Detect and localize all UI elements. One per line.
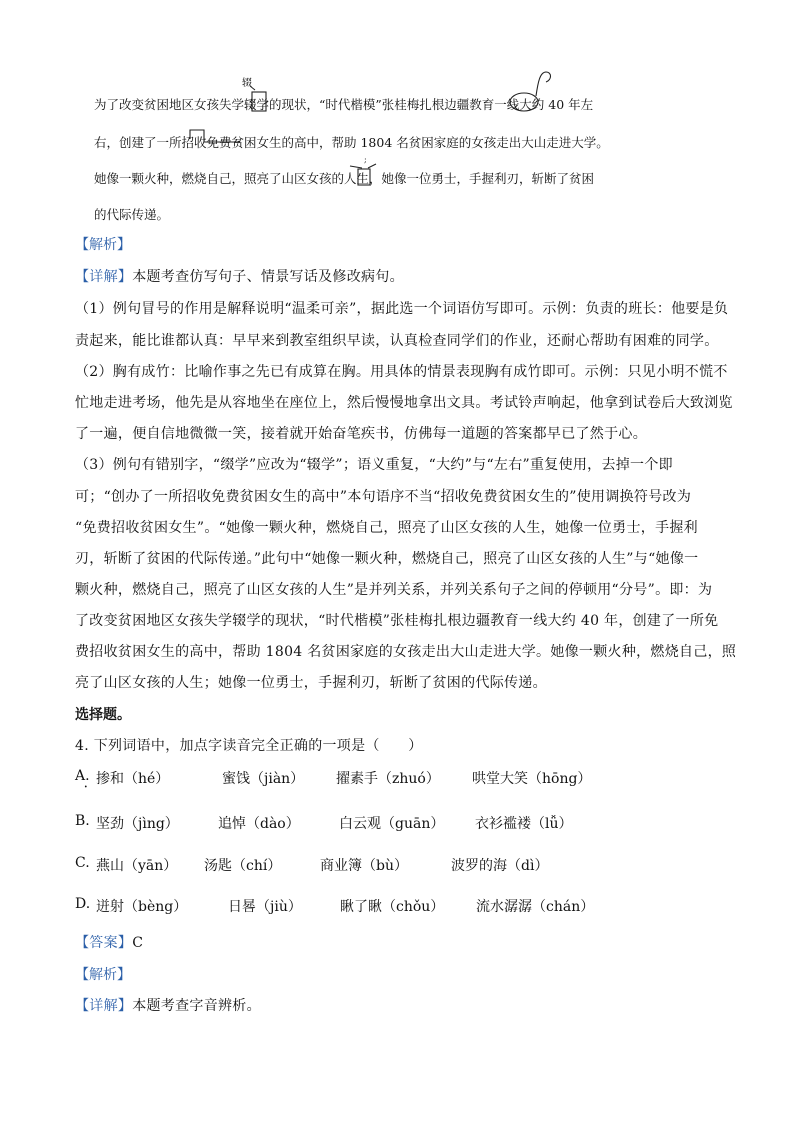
para2-line-3: 了一遍，便自信地微微一笑，接着就开始奋笔疾书，仿佛每一道题的答案都早已了然于心。: [75, 426, 647, 442]
para3-line-7: 费招收贫困女生的高中，帮助 1804 名贫困家庭的女孩走出大山走进大学。她像一颗火种，燃烧自己，照: [75, 644, 737, 660]
para3-line-8: 亮了山区女孩的人生；她像一位勇士，手握利刃，斩断了贫困的代际传递。: [75, 675, 547, 691]
para3-line-3: “免费招收贫困女生”。“她像一颗火种，燃烧自己，照亮了山区女孩的人生，她像一位勇士，手握利: [75, 520, 698, 536]
para3-line-6: 了改变贫困地区女孩失学辍学的现状，“时代楷模”张桂梅扎根边疆教育一线大约 40 年，创建了一所免: [75, 613, 719, 629]
choice-heading: 选择题。: [75, 707, 131, 723]
xiangjie-tag-1: 【详解】: [75, 269, 133, 285]
delete-loop-mark: [536, 72, 551, 96]
option-d-item-1: 迸射（bèng）: [96, 899, 188, 915]
xiangjie-line-1: [75, 266, 404, 286]
question-4-stem: 4. 下列词语中，加点字读音完全正确的一项是（ ）: [75, 738, 423, 754]
option-b-item-4: 衣衫褴褛（lǚ）: [475, 816, 573, 832]
option-d-item-4: 流水潺潺（chán）: [476, 899, 595, 915]
correction-line-4: 的代际传递。: [94, 207, 170, 222]
option-b-letter: B.: [75, 813, 90, 829]
xiangjie-tag-2: 【详解】: [75, 998, 133, 1014]
correction-marks-svg: [0, 0, 794, 230]
option-a-item-1: 掺和（hé）: [96, 771, 170, 787]
option-b-item-1: 坚劲（jìng）: [96, 816, 179, 832]
correction-line-3: 她像一颗火种，燃烧自己，照亮了山区女孩的人生，她像一位勇士，手握利刃，斩断了贫困: [94, 171, 595, 186]
para2-line-1: （2）胸有成竹：比喻作事之先已有成算在胸。用具体的情景表现胸有成竹即可。示例：只见小明不慌不: [75, 364, 728, 380]
xiangjie-text-1: 本题考查仿写句子、情景写话及修改病句。: [132, 269, 404, 285]
option-c-item-3: 商业簿（bù）: [320, 858, 408, 874]
svg-text:;: ;: [364, 155, 367, 164]
para3-line-5: 颗火种，燃烧自己，照亮了山区女孩的人生”是并列关系，并列关系句子之间的停顿用“分号”。即：为: [75, 582, 713, 598]
emphasis-dot-icon: •: [84, 784, 88, 791]
para1-line-1: （1）例句冒号的作用是解释说明“温柔可亲”，据此选一个词语仿写即可。示例：负责的班长：他要是负: [75, 301, 729, 317]
option-d-item-2: 日晷（jiù）: [228, 899, 302, 915]
answer-line: [75, 932, 143, 952]
jiexi-tag-1: 【解析】: [75, 237, 131, 253]
option-a-item-3: 擢素手（zhuó）: [336, 771, 440, 787]
option-c-letter: C.: [75, 855, 90, 871]
option-d-item-3: 瞅了瞅（chǒu）: [340, 899, 445, 915]
option-a-letter: A.: [75, 768, 90, 784]
para3-line-4: 刃，斩断了贫困的代际传递。”此句中“她像一颗火种，燃烧自己，照亮了山区女孩的人生”与“她像一: [75, 551, 699, 567]
option-c-item-2: 汤匙（chí）: [204, 858, 282, 874]
para3-line-1: （3）例句有错别字，“缀学”应改为“辍学”；语义重复，“大约”与“左右”重复使用，去掉一个即: [75, 457, 673, 473]
option-c-item-1: 燕山（yān）: [96, 858, 178, 874]
correction-line-1: 为了改变贫困地区女孩失学辍学的现状，“时代楷模”张桂梅扎根边疆教育一线大约 40 年左: [94, 97, 594, 112]
para1-line-2: 责起来，能比谁都认真：早早来到教室组织早读，认真检查同学们的作业，还耐心帮助有困难的同学。: [75, 333, 719, 349]
jiexi-tag-2: 【解析】: [75, 967, 131, 983]
answer-value: C: [132, 935, 144, 951]
option-a-item-2: 蜜饯（jiàn）: [222, 771, 305, 787]
option-c-item-4: 波罗的海（dì）: [451, 858, 549, 874]
correction-line-2: 右，创建了一所招收免费贫困女生的高中，帮助 1804 名贫困家庭的女孩走出大山走进大学。: [94, 135, 609, 150]
option-b-item-2: 追悼（dào）: [218, 816, 300, 832]
para2-line-2: 忙地走进考场，他先是从容地坐在座位上，然后慢慢地拿出文具。考试铃声响起，他拿到试卷后大致浏览: [75, 395, 733, 411]
xiangjie-line-2: [75, 995, 261, 1015]
option-a-item-4: 哄堂大笑（hōng）: [472, 771, 592, 787]
correction-char-above: 辍: [242, 78, 252, 89]
option-b-item-3: 白云观（guān）: [339, 816, 445, 832]
para3-line-2: 可；“创办了一所招收免费贫困女生的高中”本句语序不当“招收免费贫困女生的”使用调换符号改为: [75, 489, 692, 505]
answer-tag: 【答案】: [75, 935, 133, 951]
xiangjie-text-2: 本题考查字音辨析。: [132, 998, 261, 1014]
option-d-letter: D.: [75, 896, 91, 912]
